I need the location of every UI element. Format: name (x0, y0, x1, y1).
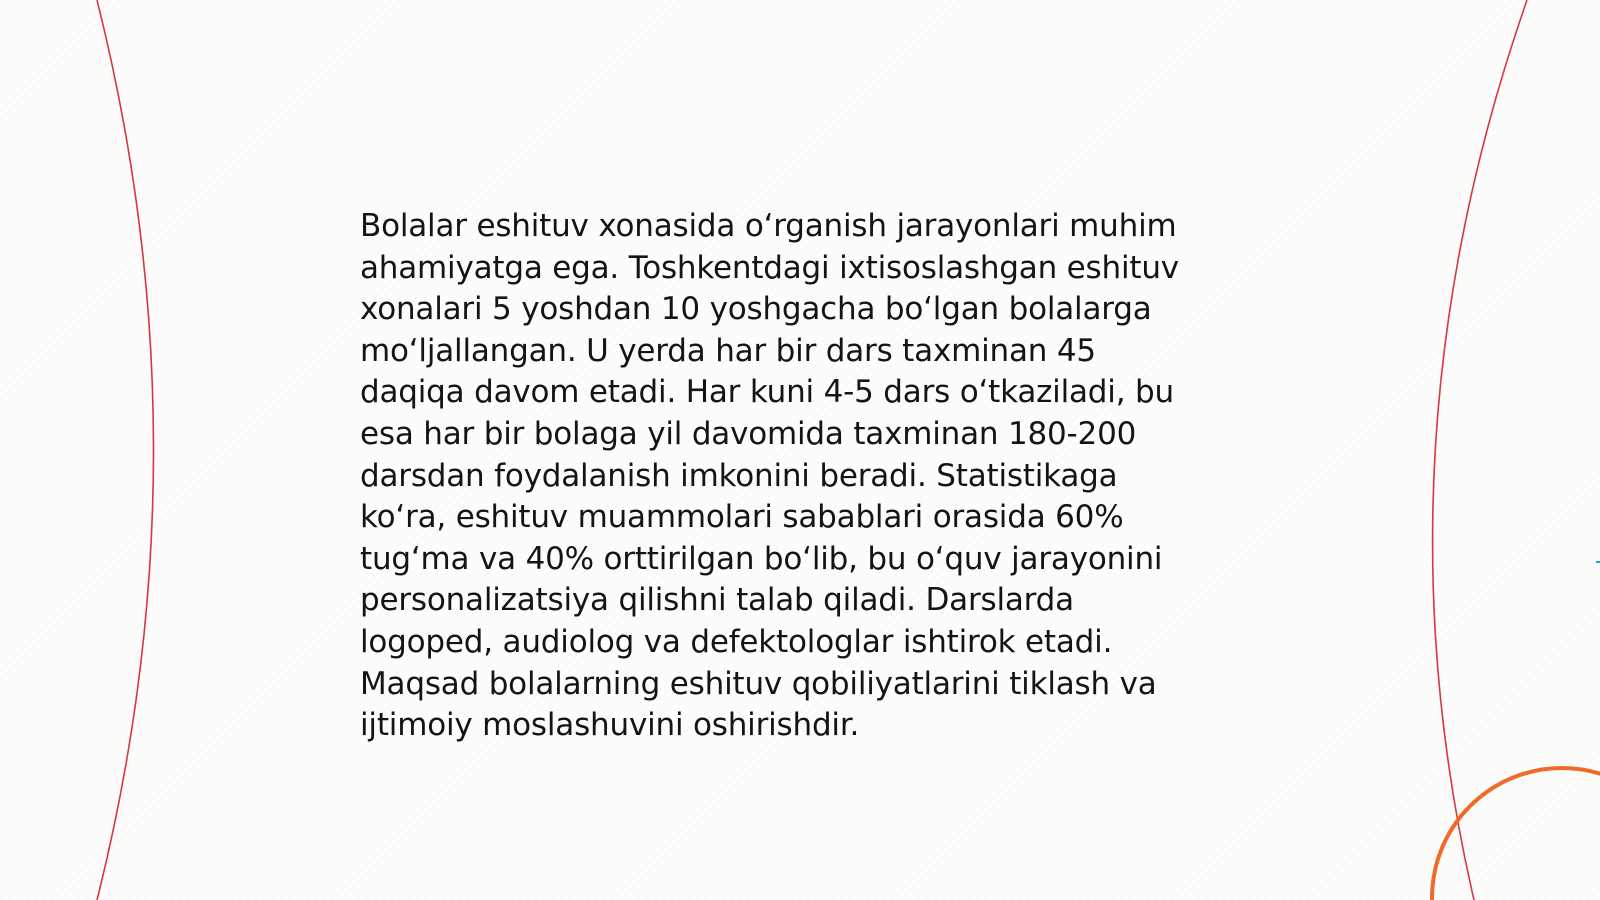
paragraph-line: daqiqa davom etadi. Har kuni 4-5 dars o‘tkaziladi, bu (360, 374, 1174, 411)
paragraph-line: mo‘ljallangan. U yerda har bir dars taxminan 45 (360, 332, 1096, 369)
paragraph-line: darsdan foydalanish imkonini beradi. Statistikaga (360, 457, 1118, 494)
paragraph-line: tug‘ma va 40% orttirilgan bo‘lib, bu o‘quv jarayonini (360, 540, 1163, 577)
paragraph-line: Maqsad bolalarning eshituv qobiliyatlarini tiklash va (360, 665, 1157, 702)
left-arc-line (97, 0, 154, 900)
paragraph-line: ijtimoiy moslashuvini oshirishdir. (360, 707, 860, 744)
paragraph-line: Bolalar eshituv xonasida o‘rganish jarayonlari muhim (360, 208, 1177, 244)
paragraph-line: logoped, audiolog va defektologlar ishtirok etadi. (360, 623, 1113, 660)
paragraph-line: esa har bir bolaga yil davomida taxminan 180-200 (360, 415, 1137, 452)
orange-circle-outline (1432, 768, 1600, 900)
paragraph-line: personalizatsiya qilishni talab qiladi. Darslarda (360, 582, 1074, 619)
paragraph-line: ko‘ra, eshituv muammolari sabablari orasida 60% (360, 499, 1124, 536)
body-paragraph (360, 206, 1240, 747)
paragraph-line: xonalari 5 yoshdan 10 yoshgacha bo‘lgan bolalarga (360, 291, 1152, 328)
right-arc-line (1433, 0, 1527, 900)
paragraph-line: ahamiyatga ega. Toshkentdagi ixtisoslashgan eshituv (360, 249, 1179, 286)
